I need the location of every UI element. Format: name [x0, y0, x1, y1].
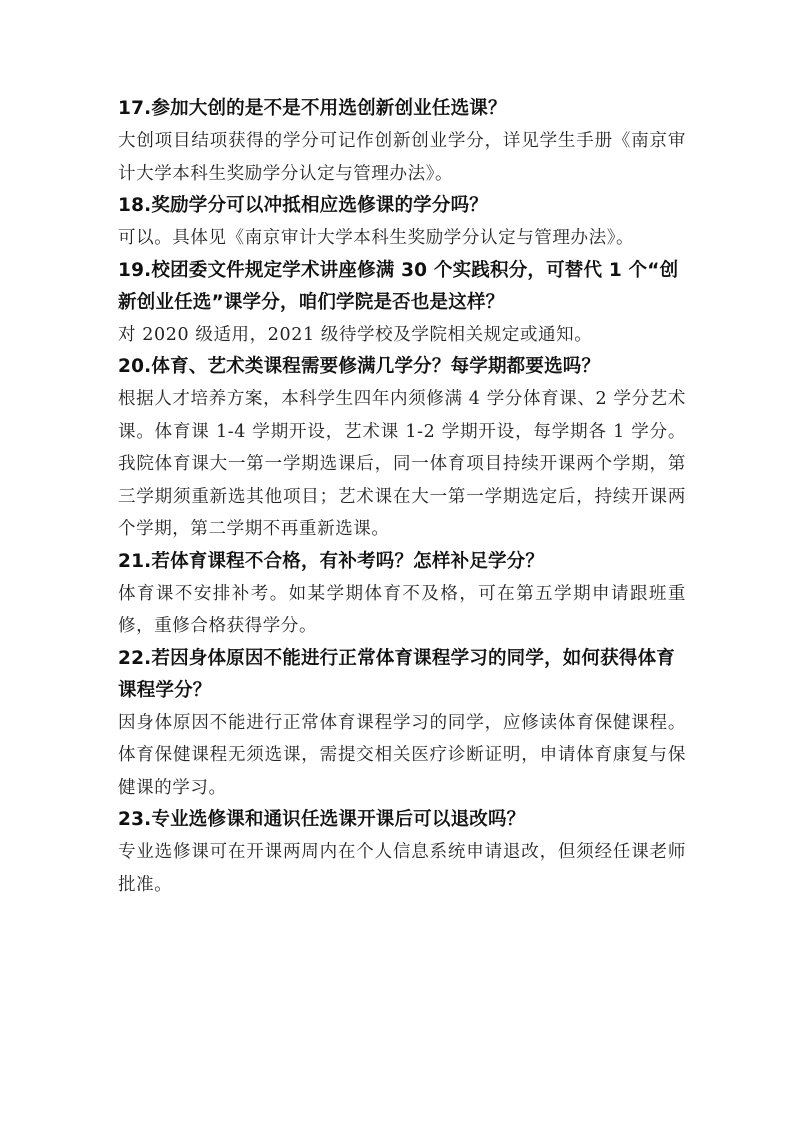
qa-item-19 [118, 255, 686, 352]
answer-text: 根据人才培养方案，本科学生四年内须修满 4 学分体育课、2 学分艺术课。体育课 1-4 学期开设，艺术课 1-2 学期开设，每学期各 1 学分。我院体育课大一第一学期选课后，同一体育项目持续开课两个学期，第三学期须重新选其他项目；艺术课在大一第一学期选定后，持续开课两个学期，第二学期不再重新选课。 [118, 389, 686, 539]
answer-text: 大创项目结项获得的学分可记作创新创业学分，详见学生手册《南京审计大学本科生奖励学分认定与管理办法》。 [118, 131, 686, 184]
question-heading: 17.参加大创的是不是不用选创新创业任选课？ [118, 98, 507, 119]
question-heading: 18.奖励学分可以冲抵相应选修课的学分吗？ [118, 195, 488, 216]
qa-item-21 [118, 546, 686, 643]
question-heading: 22.若因身体原因不能进行正常体育课程学习的同学，如何获得体育课程学分？ [118, 647, 675, 701]
question-heading: 23.专业选修课和通识任选课开课后可以退改吗？ [118, 809, 526, 830]
question-heading: 19.校团委文件规定学术讲座修满 30 个实践积分，可替代 1 个“创新创业任选”课学分，咱们学院是否也是这样？ [118, 259, 679, 313]
qa-item-18 [118, 190, 686, 255]
answer-text: 专业选修课可在开课两周内在个人信息系统申请退改，但须经任课老师批准。 [118, 842, 686, 895]
question-heading: 20.体育、艺术类课程需要修满几学分？每学期都要选吗？ [118, 356, 601, 377]
qa-item-17 [118, 93, 686, 190]
qa-item-20 [118, 351, 686, 546]
answer-text: 因身体原因不能进行正常体育课程学习的同学，应修读体育保健课程。体育保健课程无须选课，需提交相关医疗诊断证明，申请体育康复与保健课的学习。 [118, 712, 686, 798]
qa-item-22 [118, 643, 686, 805]
answer-text: 体育课不安排补考。如某学期体育不及格，可在第五学期申请跟班重修，重修合格获得学分。 [118, 583, 686, 636]
document-page [118, 93, 686, 901]
answer-text: 对 2020 级适用，2021 级待学校及学院相关规定或通知。 [118, 324, 593, 345]
question-heading: 21.若体育课程不合格，有补考吗？怎样补足学分？ [118, 550, 545, 572]
answer-text: 可以。具体见《南京审计大学本科生奖励学分认定与管理办法》。 [118, 228, 635, 248]
qa-item-23 [118, 804, 686, 901]
